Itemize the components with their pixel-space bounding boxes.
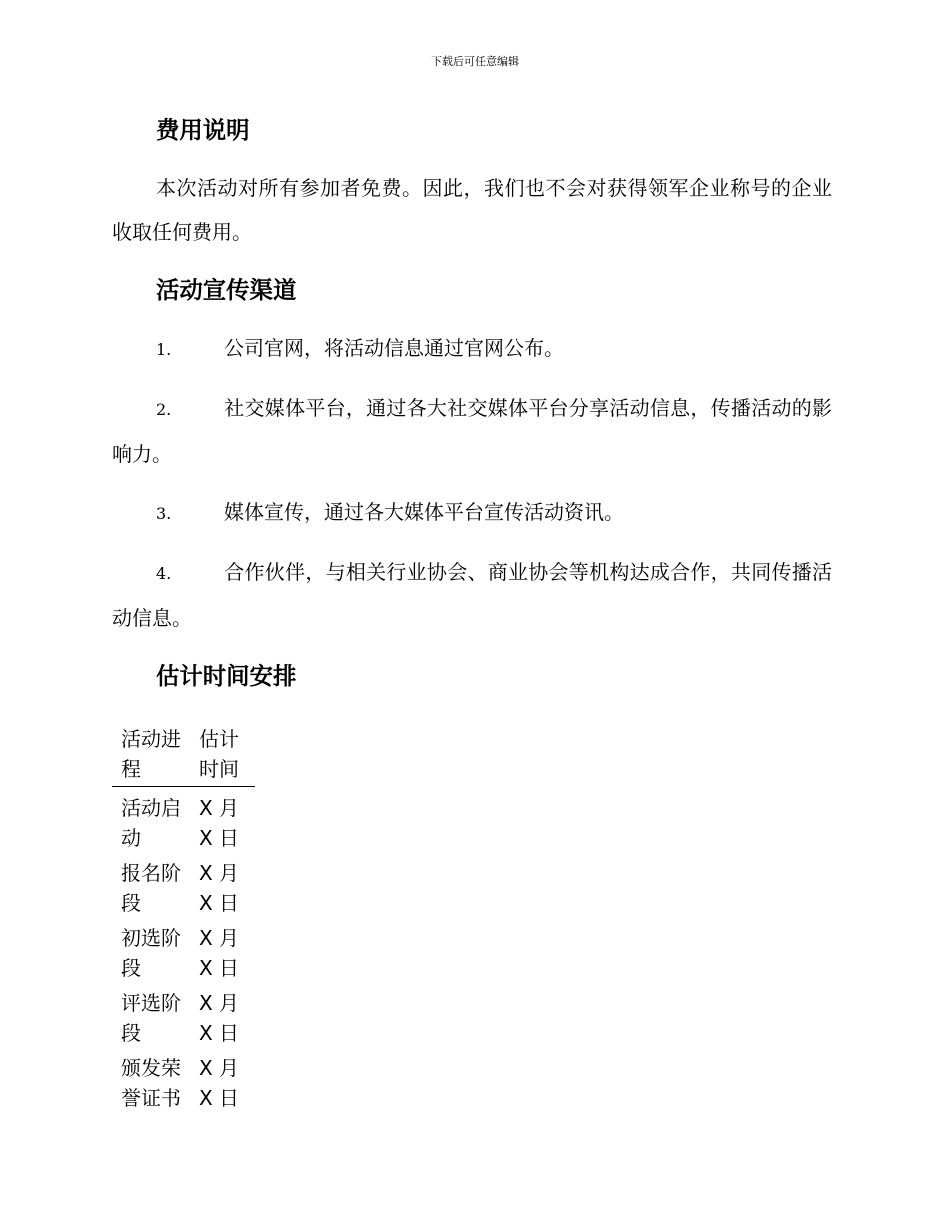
table-cell: X 月 X 日 [199, 926, 240, 980]
document-body [112, 108, 832, 1118]
table-row [112, 858, 255, 923]
table-header-cell: 活动进程 [112, 724, 199, 787]
list-number: 1. [156, 340, 172, 359]
table-cell: X 月 X 日 [199, 1056, 240, 1110]
table-header-cell: 估计时间 [199, 724, 255, 787]
section-heading-schedule: 估计时间安排 [156, 662, 297, 690]
section-heading-fee: 费用说明 [156, 116, 250, 144]
table-row [112, 787, 255, 859]
page-header: 下载后可任意编辑 [431, 55, 519, 68]
fee-paragraph: 本次活动对所有参加者免费。因此，我们也不会对获得领军企业称号的企业收取任何费用。 [112, 176, 832, 244]
table-cell: X 月 X 日 [199, 991, 240, 1045]
list-text: 社交媒体平台，通过各大社交媒体平台分享活动信息，传播活动的影响力。 [112, 396, 832, 466]
channel-item [112, 326, 832, 372]
list-text: 公司官网，将活动信息通过官网公布。 [224, 336, 564, 360]
channel-item [112, 386, 832, 476]
table-cell: X 月 X 日 [199, 861, 240, 915]
table-cell: 评选阶段 [121, 991, 181, 1045]
section-heading-channels: 活动宣传渠道 [156, 276, 297, 304]
table-row [112, 988, 255, 1053]
list-number: 4. [156, 564, 172, 583]
table-row [112, 1053, 255, 1118]
table-cell: X 月 X 日 [199, 796, 240, 850]
table-header-row [112, 724, 255, 787]
table-cell: 报名阶段 [121, 861, 181, 915]
list-number: 2. [156, 400, 172, 419]
list-text: 媒体宣传，通过各大媒体平台宣传活动资讯。 [224, 500, 624, 524]
schedule-table [112, 724, 255, 1118]
list-text: 合作伙伴，与相关行业协会、商业协会等机构达成合作，共同传播活动信息。 [112, 560, 832, 630]
channel-item [112, 550, 832, 640]
list-number: 3. [156, 504, 172, 523]
table-cell: 初选阶段 [121, 926, 181, 980]
table-cell: 颁发荣誉证书 [121, 1056, 181, 1110]
table-row [112, 923, 255, 988]
channel-item [112, 490, 832, 536]
table-cell: 活动启动 [121, 796, 181, 850]
